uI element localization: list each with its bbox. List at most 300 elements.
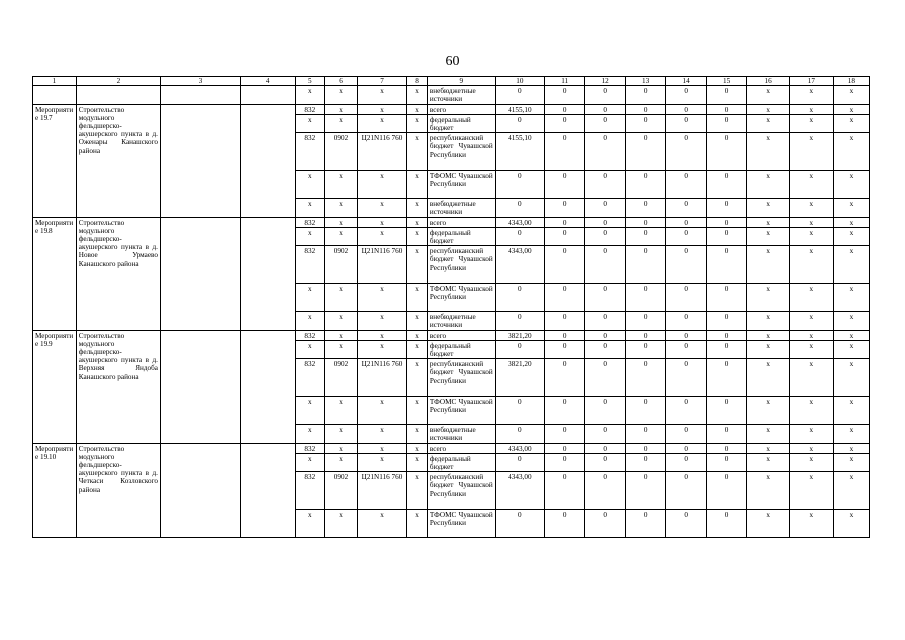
value-cell: 0 [625,359,665,397]
value-cell: 0 [544,246,584,284]
table-row [33,104,870,114]
column-header: 4 [240,77,295,86]
value-cell: 0 [585,397,625,425]
value-cell: 0 [544,443,584,453]
table-row [33,86,870,104]
value-cell: Ц21N116 760 [357,359,406,397]
value-cell: 0 [544,397,584,425]
value-cell: 0 [706,227,746,245]
value-cell: х [789,359,833,397]
value-cell: х [747,443,790,453]
value-cell: 0 [706,86,746,104]
value-cell: 0 [544,133,584,171]
value-cell: х [357,104,406,114]
value-cell: х [747,199,790,217]
value-cell: х [325,227,358,245]
value-cell: х [325,453,358,471]
value-cell: 0 [625,397,665,425]
column-header: 1 [33,77,77,86]
value-cell: х [747,425,790,443]
value-cell: х [407,312,428,330]
value-cell: х [407,171,428,199]
value-cell: х [789,171,833,199]
value-cell: х [747,340,790,358]
value-cell: х [295,86,325,104]
value-cell: 4343,00 [495,443,544,453]
value-cell: 0 [625,330,665,340]
value-cell: 832 [295,443,325,453]
value-cell: х [789,340,833,358]
value-cell: 0 [625,199,665,217]
value-cell: х [357,227,406,245]
value-cell: х [747,217,790,227]
value-cell: 4155,10 [495,104,544,114]
measure-cell: Мероприятие 19.10 [33,443,77,538]
value-cell: х [833,227,869,245]
value-cell: х [833,86,869,104]
value-cell: 0 [495,171,544,199]
value-cell: х [407,397,428,425]
value-cell: 0 [495,86,544,104]
table-row [33,443,870,453]
value-cell: 0 [666,510,706,538]
value-cell: х [407,114,428,132]
value-cell: х [747,453,790,471]
value-cell: 0 [585,246,625,284]
value-cell: 0 [585,359,625,397]
value-cell: 832 [295,359,325,397]
value-cell: х [833,359,869,397]
value-cell: х [295,397,325,425]
value-cell: 0 [706,340,746,358]
value-cell: х [747,104,790,114]
value-cell: х [789,86,833,104]
value-cell: 0 [625,340,665,358]
value-cell: х [789,284,833,312]
empty-cell [160,104,240,217]
funding-source-cell: всего [427,217,495,227]
value-cell: х [357,340,406,358]
value-cell: х [789,425,833,443]
column-header: 14 [666,77,706,86]
value-cell: х [747,472,790,510]
value-cell: 0 [625,171,665,199]
funding-source-cell: всего [427,104,495,114]
value-cell: х [833,312,869,330]
funding-source-cell: республиканский бюджет Чувашской Республики [427,359,495,397]
column-header: 3 [160,77,240,86]
value-cell: х [833,104,869,114]
value-cell: х [747,397,790,425]
value-cell: 0 [544,453,584,471]
column-header: 7 [357,77,406,86]
value-cell: х [357,217,406,227]
value-cell: 0 [625,86,665,104]
value-cell: 0 [706,284,746,312]
value-cell: х [357,114,406,132]
value-cell: х [747,114,790,132]
value-cell: 0 [706,472,746,510]
value-cell: 0 [625,425,665,443]
value-cell: х [747,359,790,397]
value-cell: 0 [666,472,706,510]
value-cell: 0 [544,510,584,538]
value-cell: Ц21N116 760 [357,246,406,284]
value-cell: 0 [585,227,625,245]
funding-source-cell: внебюджетные источники [427,425,495,443]
value-cell: х [833,246,869,284]
value-cell: 0 [585,114,625,132]
value-cell: х [747,171,790,199]
value-cell: х [789,114,833,132]
value-cell: х [747,133,790,171]
value-cell: х [407,443,428,453]
value-cell: 832 [295,133,325,171]
measure-cell: Мероприятие 19.9 [33,330,77,443]
value-cell: 4343,00 [495,246,544,284]
value-cell: х [789,104,833,114]
value-cell: х [833,284,869,312]
value-cell: 0 [544,171,584,199]
value-cell: х [295,312,325,330]
funding-source-cell: ТФОМС Чувашской Республики [427,284,495,312]
value-cell: 3821,20 [495,330,544,340]
value-cell: 0 [625,312,665,330]
value-cell: х [833,397,869,425]
value-cell: 0 [585,104,625,114]
value-cell: 0 [495,397,544,425]
value-cell: х [833,199,869,217]
value-cell: 0 [585,510,625,538]
value-cell: х [295,284,325,312]
value-cell: 832 [295,217,325,227]
value-cell: Ц21N116 760 [357,472,406,510]
value-cell: 0 [706,312,746,330]
value-cell: 0 [585,330,625,340]
value-cell: х [325,510,358,538]
measure-name-cell: Строительство модульного фельдшерско-акушерского пункта в д. Верхняя Яндоба Канашского района [76,330,160,443]
value-cell: 0 [585,217,625,227]
measure-name-cell: Строительство модульного фельдшерско-акушерского пункта в д. Новое Урмаево Канашского района [76,217,160,330]
value-cell: х [295,510,325,538]
funding-source-cell: ТФОМС Чувашской Республики [427,397,495,425]
value-cell: х [747,312,790,330]
column-header: 11 [544,77,584,86]
column-header: 17 [789,77,833,86]
value-cell: х [325,397,358,425]
value-cell: 0 [585,284,625,312]
value-cell: 0 [585,340,625,358]
value-cell: 0 [585,199,625,217]
value-cell: х [357,330,406,340]
value-cell: х [789,510,833,538]
value-cell: 0 [625,443,665,453]
value-cell: 832 [295,246,325,284]
value-cell: 0 [495,114,544,132]
value-cell: 0 [585,312,625,330]
value-cell: х [295,453,325,471]
value-cell: 0 [666,359,706,397]
funding-source-cell: федеральный бюджет [427,453,495,471]
value-cell: 0 [706,217,746,227]
value-cell: х [833,114,869,132]
value-cell: х [407,510,428,538]
empty-cell [76,86,160,104]
value-cell: х [357,453,406,471]
value-cell: х [325,217,358,227]
value-cell: 0 [666,217,706,227]
funding-source-cell: республиканский бюджет Чувашской Республики [427,133,495,171]
value-cell: 0 [544,227,584,245]
value-cell: 0 [544,104,584,114]
value-cell: х [325,284,358,312]
value-cell: 3821,20 [495,359,544,397]
column-header: 18 [833,77,869,86]
value-cell: х [407,227,428,245]
value-cell: 0 [666,397,706,425]
value-cell: х [789,397,833,425]
value-cell: х [357,86,406,104]
value-cell: 0 [666,171,706,199]
value-cell: 0 [495,312,544,330]
value-cell: 0 [666,312,706,330]
funding-source-cell: федеральный бюджет [427,114,495,132]
table-row [33,217,870,227]
value-cell: х [747,330,790,340]
value-cell: 0 [625,472,665,510]
value-cell: 0 [625,453,665,471]
value-cell: 832 [295,104,325,114]
value-cell: х [747,284,790,312]
value-cell: 0902 [325,472,358,510]
value-cell: х [407,199,428,217]
empty-cell [240,330,295,443]
column-header: 6 [325,77,358,86]
value-cell: х [407,340,428,358]
value-cell: х [407,330,428,340]
value-cell: х [407,104,428,114]
value-cell: х [357,425,406,443]
value-cell: 0 [585,171,625,199]
value-cell: х [789,227,833,245]
value-cell: 0 [706,246,746,284]
value-cell: 0 [625,217,665,227]
value-cell: х [357,199,406,217]
value-cell: 0 [706,425,746,443]
value-cell: 0 [585,133,625,171]
value-cell: 0 [544,114,584,132]
value-cell: 0 [666,443,706,453]
value-cell: 0 [495,284,544,312]
column-header: 16 [747,77,790,86]
funding-source-cell: ТФОМС Чувашской Республики [427,510,495,538]
value-cell: х [789,330,833,340]
value-cell: 0 [706,114,746,132]
value-cell: х [357,312,406,330]
value-cell: х [407,86,428,104]
value-cell: 0 [625,227,665,245]
funding-source-cell: всего [427,330,495,340]
value-cell: х [407,453,428,471]
empty-cell [160,86,240,104]
value-cell: х [357,510,406,538]
value-cell: 0902 [325,246,358,284]
value-cell: х [325,199,358,217]
value-cell: 0 [544,284,584,312]
value-cell: 0 [706,510,746,538]
value-cell: 0 [544,359,584,397]
value-cell: 0 [666,104,706,114]
value-cell: х [789,246,833,284]
funding-source-cell: внебюджетные источники [427,86,495,104]
measure-cell: Мероприятие 19.7 [33,104,77,217]
value-cell: х [833,510,869,538]
value-cell: 0 [544,340,584,358]
value-cell: х [357,284,406,312]
value-cell: 0 [544,425,584,443]
empty-cell [240,217,295,330]
value-cell: х [295,425,325,443]
column-header: 5 [295,77,325,86]
empty-cell [160,330,240,443]
value-cell: 4155,10 [495,133,544,171]
value-cell: х [295,227,325,245]
empty-cell [33,86,77,104]
value-cell: х [833,425,869,443]
measure-name-cell: Строительство модульного фельдшерско-акушерского пункта в д. Оженары Канашского района [76,104,160,217]
value-cell: х [325,171,358,199]
value-cell: х [833,217,869,227]
value-cell: х [407,284,428,312]
column-header: 13 [625,77,665,86]
value-cell: х [833,330,869,340]
value-cell: 0 [706,104,746,114]
value-cell: 0 [544,330,584,340]
value-cell: х [325,312,358,330]
value-cell: 0 [585,453,625,471]
value-cell: 0 [706,133,746,171]
value-cell: 0 [625,133,665,171]
value-cell: 0 [495,510,544,538]
empty-cell [240,86,295,104]
value-cell: 0 [544,472,584,510]
value-cell: х [325,104,358,114]
value-cell: х [295,340,325,358]
value-cell: 0 [544,312,584,330]
value-cell: Ц21N116 760 [357,133,406,171]
column-header: 9 [427,77,495,86]
column-header: 8 [407,77,428,86]
value-cell: 0 [625,114,665,132]
value-cell: х [833,443,869,453]
value-cell: 0 [666,86,706,104]
value-cell: 0 [625,246,665,284]
value-cell: 0 [666,246,706,284]
measure-cell: Мероприятие 19.8 [33,217,77,330]
value-cell: х [407,246,428,284]
value-cell: х [357,443,406,453]
value-cell: 0 [666,199,706,217]
value-cell: 0902 [325,133,358,171]
page-number: 60 [445,54,460,69]
value-cell: 0 [625,510,665,538]
value-cell: х [407,133,428,171]
funding-source-cell: внебюджетные источники [427,199,495,217]
funding-source-cell: всего [427,443,495,453]
column-header: 12 [585,77,625,86]
column-header: 10 [495,77,544,86]
value-cell: 0 [495,340,544,358]
value-cell: х [747,227,790,245]
value-cell: 0 [495,199,544,217]
value-cell: 0 [666,284,706,312]
value-cell: 0 [706,453,746,471]
value-cell: х [789,472,833,510]
empty-cell [160,217,240,330]
value-cell: х [325,340,358,358]
value-cell: 0 [585,472,625,510]
value-cell: 0 [544,217,584,227]
value-cell: 0 [544,199,584,217]
empty-cell [240,104,295,217]
value-cell: 0 [666,425,706,443]
value-cell: 0 [585,86,625,104]
value-cell: х [833,133,869,171]
value-cell: х [789,133,833,171]
value-cell: 0 [706,443,746,453]
header-row [33,77,870,86]
value-cell: 0 [495,425,544,443]
value-cell: х [747,510,790,538]
value-cell: 0 [585,425,625,443]
value-cell: 0 [666,340,706,358]
column-header: 15 [706,77,746,86]
value-cell: 0 [666,227,706,245]
value-cell: х [789,312,833,330]
value-cell: 0902 [325,359,358,397]
value-cell: 0 [706,359,746,397]
value-cell: х [747,86,790,104]
funding-source-cell: республиканский бюджет Чувашской Республики [427,472,495,510]
value-cell: х [833,453,869,471]
value-cell: х [747,246,790,284]
value-cell: 0 [495,453,544,471]
value-cell: х [295,199,325,217]
value-cell: х [407,425,428,443]
value-cell: 0 [666,330,706,340]
value-cell: 4343,00 [495,472,544,510]
value-cell: 0 [706,397,746,425]
funding-source-cell: федеральный бюджет [427,340,495,358]
funding-source-cell: ТФОМС Чувашской Республики [427,171,495,199]
measure-name-cell: Строительство модульного фельдшерско-акушерского пункта в д. Четкаси Козловского района [76,443,160,538]
value-cell: х [789,453,833,471]
empty-cell [160,443,240,538]
value-cell: 0 [666,133,706,171]
value-cell: х [407,472,428,510]
value-cell: х [833,472,869,510]
value-cell: х [407,359,428,397]
value-cell: х [789,217,833,227]
value-cell: 0 [585,443,625,453]
value-cell: 0 [706,330,746,340]
value-cell: х [325,443,358,453]
value-cell: х [295,114,325,132]
value-cell: х [357,171,406,199]
value-cell: 0 [706,199,746,217]
value-cell: х [325,425,358,443]
value-cell: х [407,217,428,227]
